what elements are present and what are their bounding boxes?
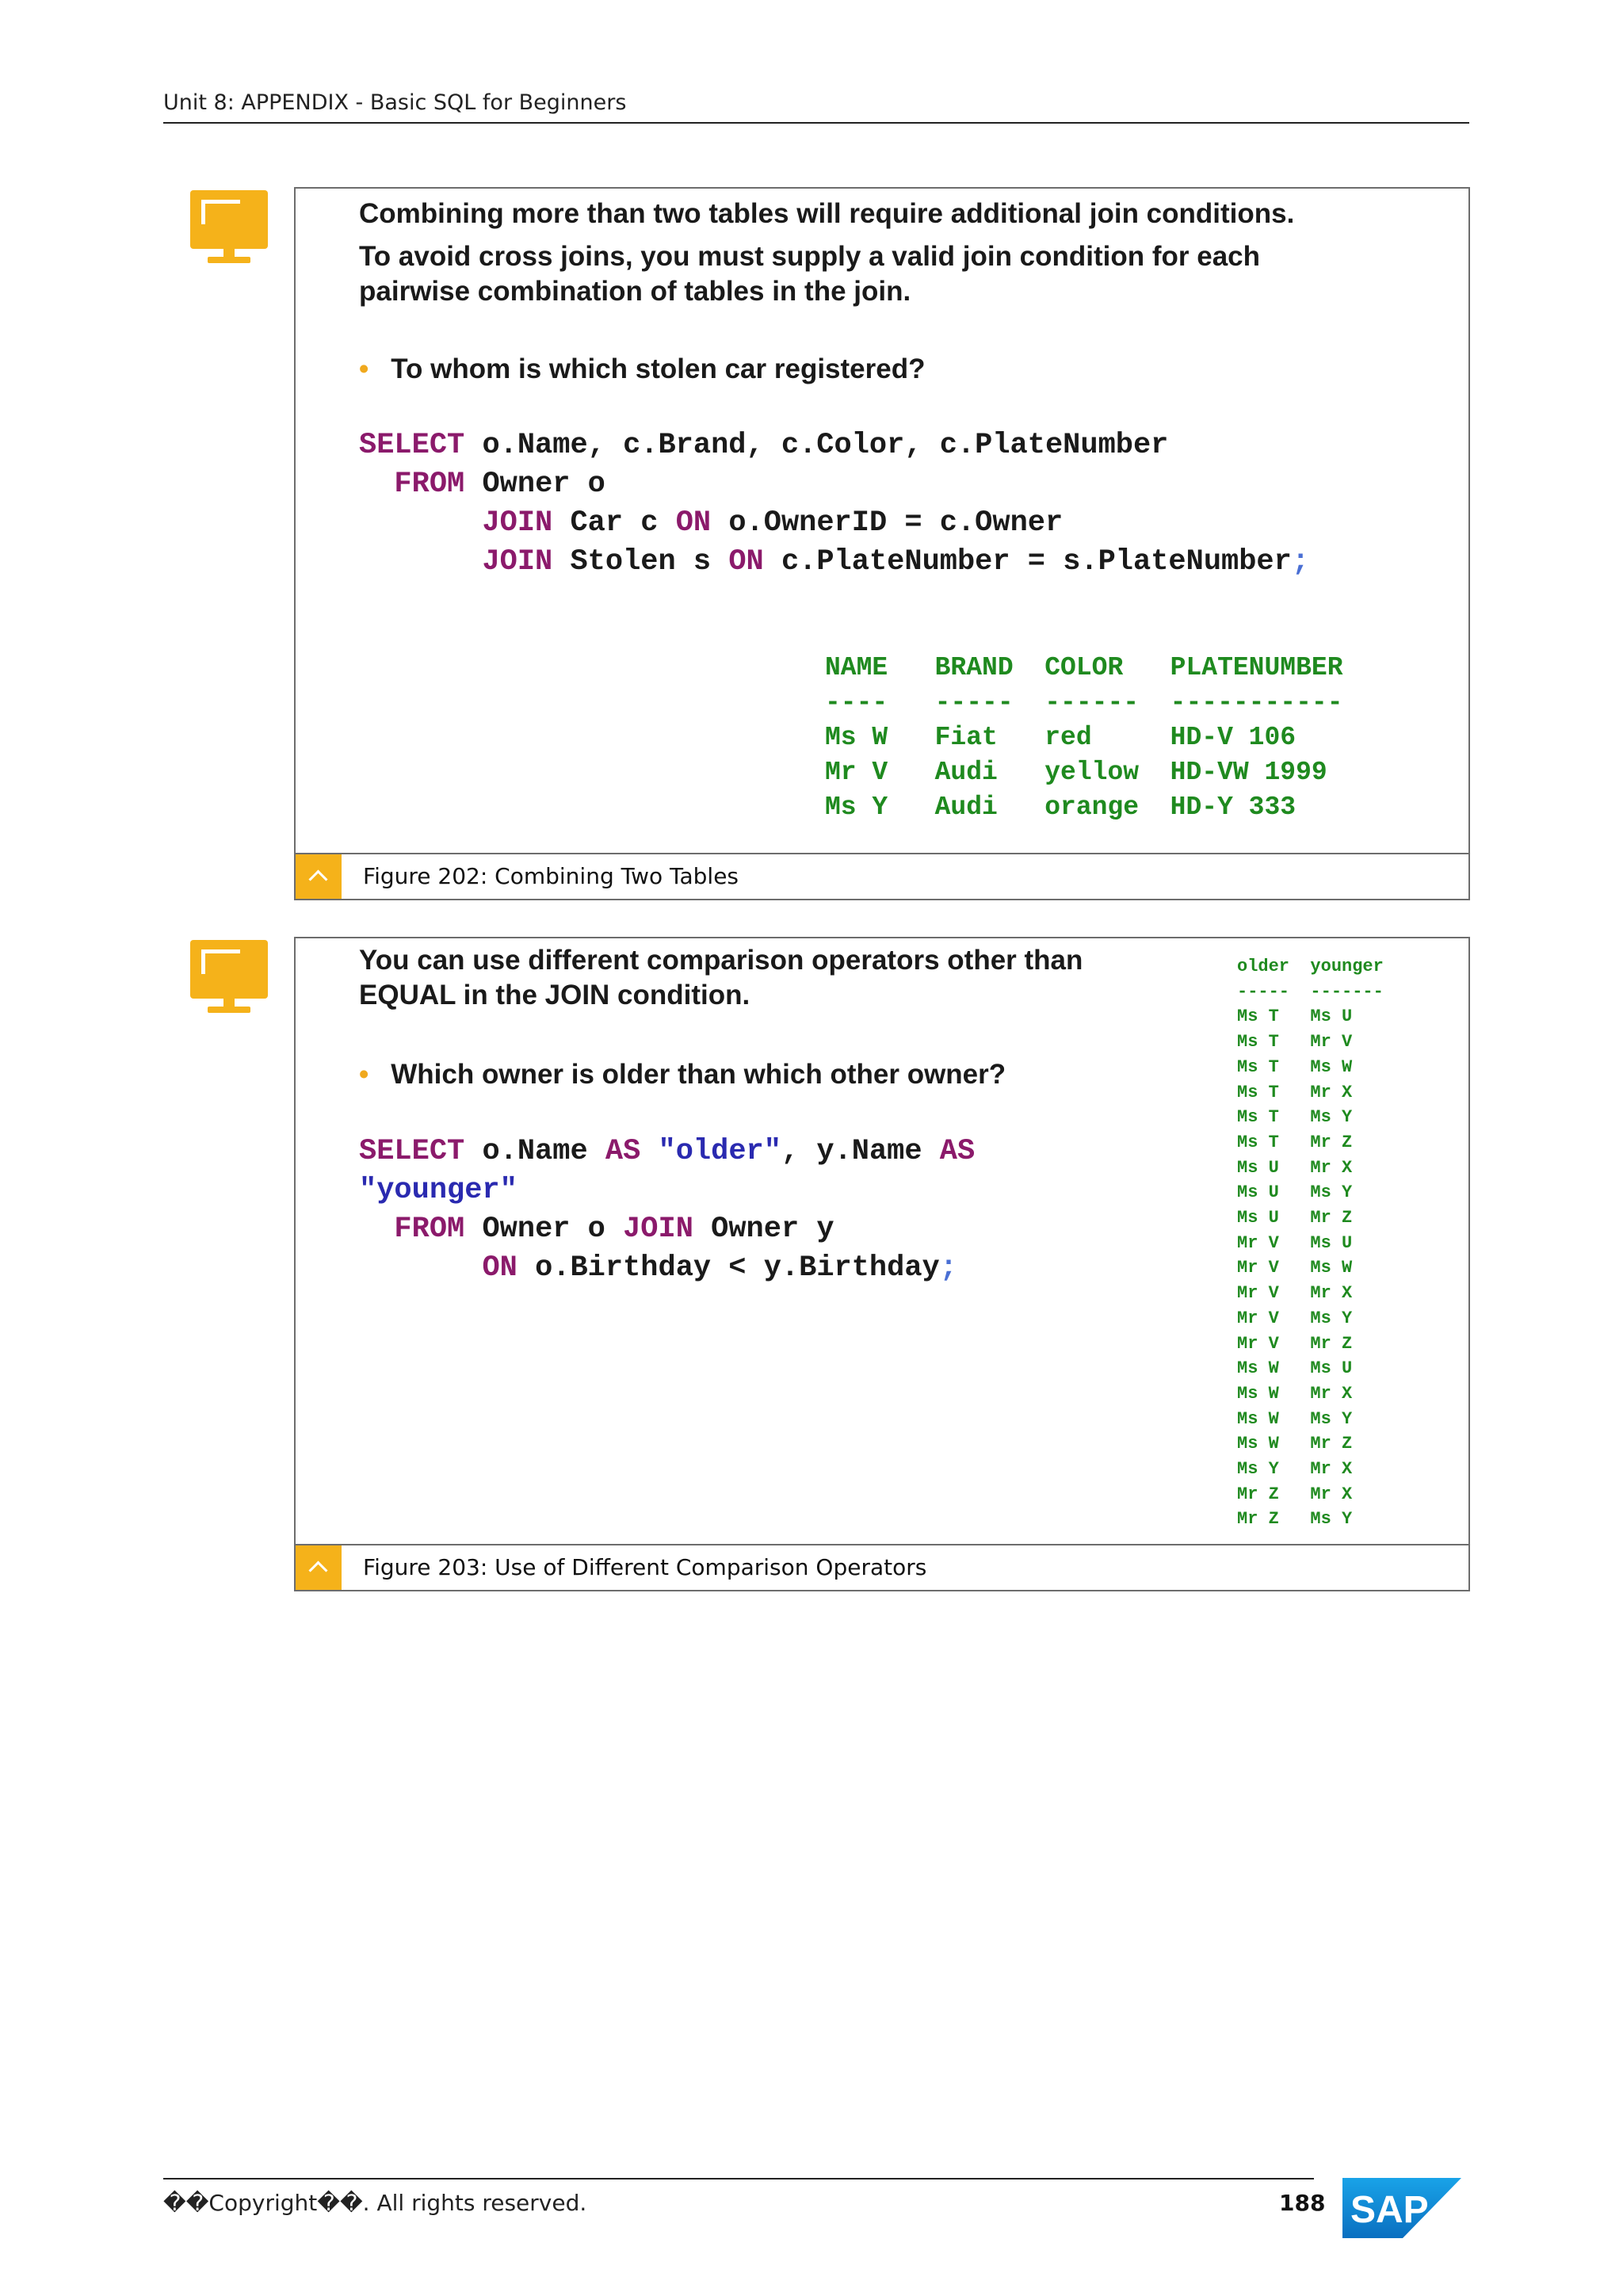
- result-row: Ms T Ms Y: [1237, 1107, 1353, 1128]
- slide-heading-line-1: You can use different comparison operators other than: [359, 945, 1083, 976]
- bullet-text: To whom is which stolen car registered?: [391, 353, 926, 384]
- result-row: Ms T Mr V: [1237, 1032, 1353, 1052]
- page-header: [163, 89, 1469, 124]
- slide-bullet: [359, 352, 925, 387]
- figure-202: [294, 187, 1470, 900]
- result-row: Ms U Ms Y: [1237, 1182, 1353, 1203]
- result-separator: ----- -------: [1237, 981, 1384, 1002]
- slide-heading-line-2: To avoid cross joins, you must supply a valid join condition for each: [359, 241, 1261, 272]
- slide-bullet: [359, 1057, 1006, 1092]
- copyright-notice: ��Copyright��. All rights reserved.: [163, 2190, 587, 2216]
- figure-caption-bar: [296, 1544, 1468, 1590]
- result-row: Mr V Mr X: [1237, 1283, 1353, 1304]
- query-result-table: [825, 651, 1343, 825]
- result-row: Mr V Ms Y: [1237, 1308, 1353, 1328]
- slide-heading-line-3: pairwise combination of tables in the join.: [359, 276, 911, 307]
- result-row: Mr Z Ms Y: [1237, 1509, 1353, 1530]
- bullet-text: Which owner is older than which other owner?: [391, 1059, 1006, 1090]
- page-number: 188: [1279, 2190, 1326, 2216]
- result-header: older younger: [1237, 957, 1384, 976]
- bullet-dot: •: [359, 353, 369, 384]
- result-header: NAME BRAND COLOR PLATENUMBER: [825, 653, 1343, 682]
- result-row: Ms W Fiat red HD-V 106: [825, 723, 1296, 752]
- figure-203: [294, 937, 1470, 1591]
- result-row: Mr V Ms U: [1237, 1232, 1353, 1253]
- result-separator: ---- ----- ------ -----------: [825, 688, 1343, 717]
- figure-caption-bar: [296, 853, 1468, 899]
- result-row: Ms W Ms U: [1237, 1358, 1353, 1379]
- sql-code-block: SELECT o.Name, c.Brand, c.Color, c.PlateNumber FROM Owner o JOIN Car c ON o.OwnerID = c.Owner JOIN Stolen s ON c.PlateNumber = s.PlateNumber;: [359, 429, 1310, 579]
- query-result-table: [1237, 954, 1384, 1532]
- unit-title: Unit 8: APPENDIX - Basic SQL for Beginners: [163, 90, 627, 115]
- result-row: Ms W Mr X: [1237, 1383, 1353, 1404]
- result-row: Mr V Audi yellow HD-VW 1999: [825, 758, 1327, 787]
- sql-code-block: SELECT o.Name AS "older", y.Name AS "younger" FROM Owner o JOIN Owner y ON o.Birthday < y.Birthday;: [359, 1135, 976, 1285]
- result-row: Ms W Mr Z: [1237, 1434, 1353, 1454]
- result-row: Ms T Mr Z: [1237, 1132, 1353, 1152]
- figure-caption: Figure 202: Combining Two Tables: [363, 863, 739, 889]
- figure-caption: Figure 203: Use of Different Comparison Operators: [363, 1554, 927, 1580]
- footer-rule: [163, 2178, 1314, 2179]
- slide-heading-line-1: Combining more than two tables will require additional join conditions.: [359, 198, 1295, 229]
- svg-text:SAP: SAP: [1350, 2189, 1429, 2231]
- result-row: Mr Z Mr X: [1237, 1484, 1353, 1504]
- result-row: Mr V Mr Z: [1237, 1333, 1353, 1354]
- result-row: Ms T Ms U: [1237, 1007, 1353, 1027]
- result-row: Ms Y Mr X: [1237, 1459, 1353, 1480]
- slide-heading-line-2: EQUAL in the JOIN condition.: [359, 980, 750, 1010]
- result-row: Mr V Ms W: [1237, 1258, 1353, 1278]
- result-row: Ms T Mr X: [1237, 1082, 1353, 1102]
- result-row: Ms W Ms Y: [1237, 1408, 1353, 1429]
- result-row: Ms U Mr Z: [1237, 1208, 1353, 1228]
- sap-logo: [1342, 2178, 1461, 2238]
- collapse-caption-button[interactable]: [296, 854, 342, 899]
- presentation-monitor-icon: [190, 940, 269, 1015]
- collapse-caption-button[interactable]: [296, 1545, 342, 1590]
- presentation-monitor-icon: [190, 190, 269, 266]
- bullet-dot: •: [359, 1059, 369, 1090]
- result-row: Ms T Ms W: [1237, 1056, 1353, 1077]
- result-row: Ms Y Audi orange HD-Y 333: [825, 793, 1296, 822]
- result-row: Ms U Mr X: [1237, 1157, 1353, 1178]
